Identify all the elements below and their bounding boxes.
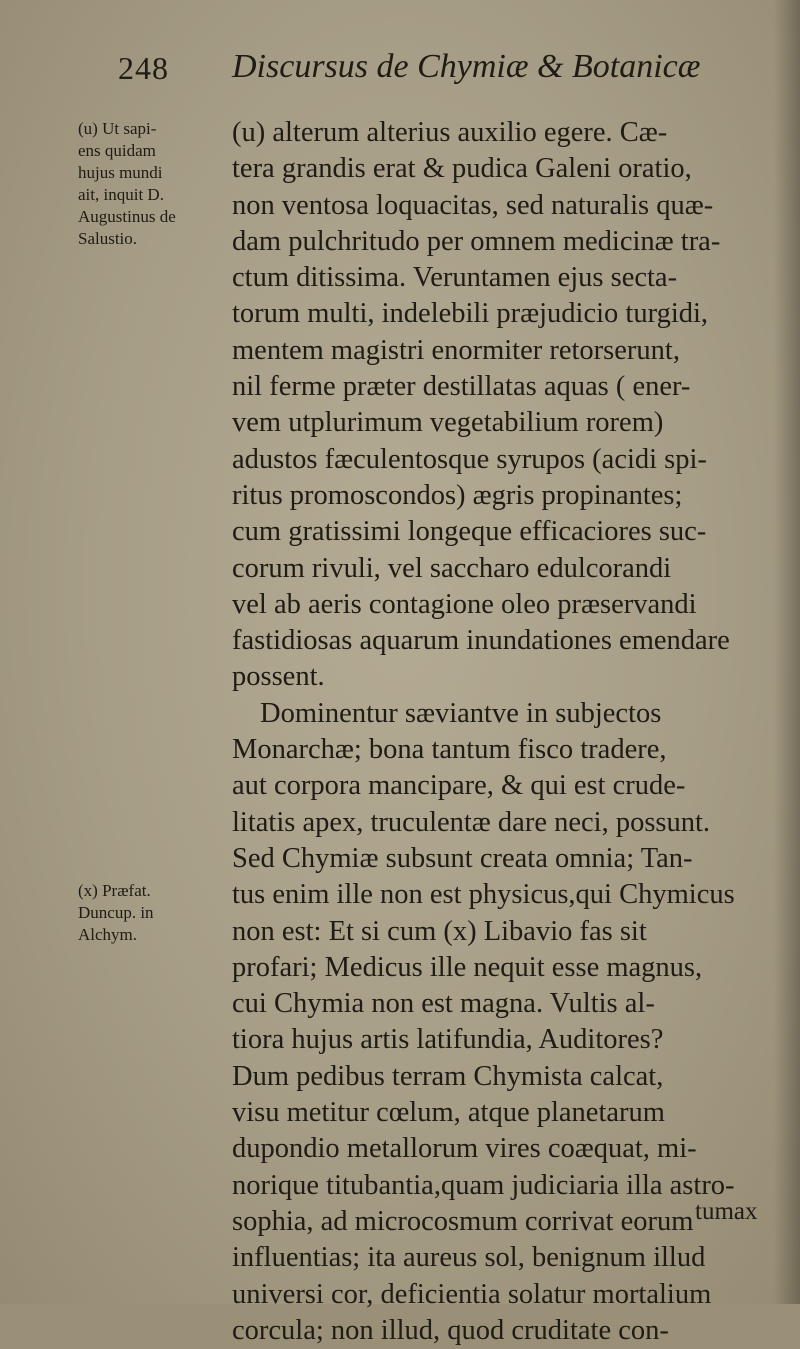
body-line: profari; Medicus ille nequit esse magnus, bbox=[232, 951, 703, 983]
margin-note-line: hujus mundi bbox=[78, 163, 163, 182]
page-edge-shadow bbox=[774, 0, 800, 1304]
body-line: cui Chymia non est magna. Vultis al- bbox=[232, 988, 655, 1020]
body-line: mentem magistri enormiter retorserunt, bbox=[232, 334, 680, 366]
body-line: (u) alterum alterius auxilio egere. Cæ- bbox=[232, 117, 668, 148]
body-line: tiora hujus artis latifundia, Auditores? bbox=[232, 1024, 664, 1056]
margin-note-line: ait, inquit D. bbox=[78, 185, 164, 204]
body-line: influentias; ita aureus sol, benignum illud bbox=[232, 1242, 706, 1274]
body-line: possent. bbox=[232, 661, 325, 693]
page-number: 248 bbox=[118, 50, 169, 86]
margin-note-line: Augustinus de bbox=[78, 207, 176, 226]
body-line: vel ab aeris contagione oleo præservandi bbox=[232, 588, 697, 620]
margin-note-line: ens quidam bbox=[78, 141, 156, 160]
margin-note-x bbox=[78, 880, 154, 946]
body-line: dam pulchritudo per omnem medicinæ tra- bbox=[232, 225, 721, 257]
body-line: Monarchæ; bona tantum fisco tradere, bbox=[232, 734, 667, 766]
body-line: Dominentur sæviantve in subjectos bbox=[260, 697, 662, 729]
body-line: torum multi, indelebili præjudicio turgidi, bbox=[232, 298, 709, 330]
body-line: norique titubantia,quam judiciaria illa astro- bbox=[232, 1169, 735, 1201]
body-line: dupondio metallorum vires coæquat, mi- bbox=[232, 1133, 697, 1165]
body-line: tus enim ille non est physicus,qui Chymicus bbox=[232, 879, 735, 911]
body-line: Dum pedibus terram Chymista calcat, bbox=[232, 1060, 664, 1092]
margin-note-line: Salustio. bbox=[78, 229, 138, 248]
margin-note-line: (x) Præfat. bbox=[78, 881, 151, 900]
body-line: aut corpora mancipare, & qui est crude- bbox=[232, 770, 686, 802]
body-line: corum rivuli, vel saccharo edulcorandi bbox=[232, 552, 672, 584]
body-line: ctum ditissima. Veruntamen ejus secta- bbox=[232, 262, 678, 294]
margin-note-line: Alchym. bbox=[78, 925, 138, 944]
margin-note-u bbox=[78, 118, 176, 250]
body-line: non ventosa loquacitas, sed naturalis quæ- bbox=[232, 189, 714, 221]
body-line: cum gratissimi longeque efficaciores suc- bbox=[232, 516, 707, 548]
body-text bbox=[232, 115, 772, 1349]
body-line: Sed Chymiæ subsunt creata omnia; Tan- bbox=[232, 842, 693, 874]
body-line: adustos fæculentosque syrupos (acidi spi- bbox=[232, 443, 707, 475]
running-title: Discursus de Chymiæ & Botanicæ bbox=[232, 48, 701, 85]
body-line: visu metitur cœlum, atque planetarum bbox=[232, 1097, 665, 1129]
body-line: non est: Et si cum (x) Libavio fas sit bbox=[232, 915, 647, 947]
body-line: sophia, ad microcosmum corrivat eorum bbox=[232, 1205, 694, 1237]
body-line: fastidiosas aquarum inundationes emendare bbox=[232, 625, 730, 657]
body-line: tera grandis erat & pudica Galeni oratio, bbox=[232, 153, 692, 185]
body-line: nil ferme præter destillatas aquas ( ener- bbox=[232, 371, 691, 403]
body-line: corcula; non illud, quod cruditate con- bbox=[232, 1314, 669, 1346]
body-line: universi cor, deficientia solatur mortalium bbox=[232, 1278, 712, 1310]
margin-note-line: (u) Ut sapi- bbox=[78, 119, 157, 138]
body-line: litatis apex, truculentæ dare neci, possunt. bbox=[232, 806, 711, 838]
margin-note-line: Duncup. in bbox=[78, 903, 154, 922]
body-line: vem utplurimum vegetabilium rorem) bbox=[232, 407, 664, 439]
body-line: ritus promoscondos) ægris propinantes; bbox=[232, 479, 683, 511]
catchword: tumax bbox=[695, 1198, 758, 1225]
